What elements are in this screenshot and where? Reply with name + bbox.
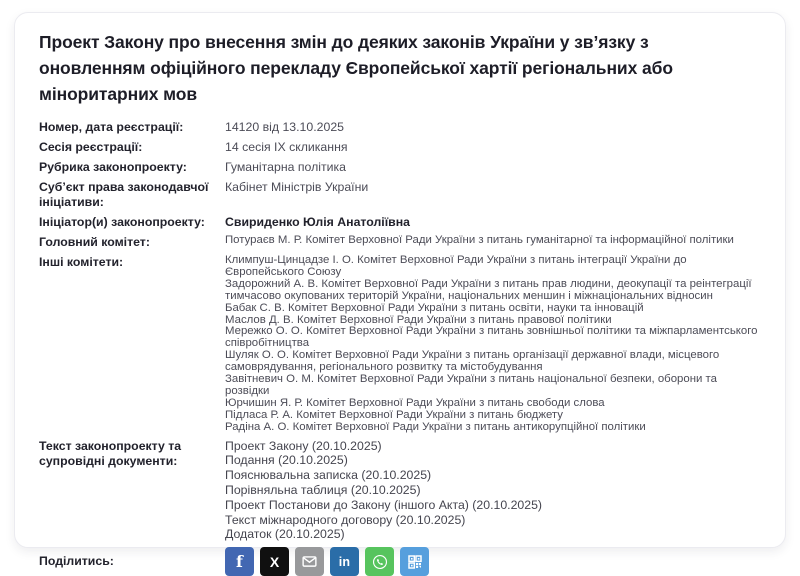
facebook-share-button[interactable] — [225, 547, 254, 576]
row-main-committee — [39, 235, 761, 250]
subject-label: Суб’єкт права законодавчої ініціативи: — [39, 180, 209, 209]
document-link[interactable]: Додаток (20.10.2025) — [225, 527, 345, 542]
share-label: Поділитись: — [39, 554, 114, 569]
initiator-link[interactable]: Свириденко Юлія Анатоліївна — [225, 215, 410, 229]
documents-label: Текст законопроекту та супровідні документи: — [39, 438, 182, 468]
rubric-value: Гуманітарна політика — [225, 160, 347, 174]
committee-item: Бабак С. В. Комітет Верховної Ради України з питань освіти, науки та інновацій — [225, 301, 644, 314]
registration-value: 14120 від 13.10.2025 — [225, 120, 345, 134]
row-other-committees — [39, 255, 761, 434]
document-link[interactable]: Текст міжнародного договору (20.10.2025) — [225, 512, 466, 527]
committee-item: Мережко О. О. Комітет Верховної Ради України з питань зовнішньої політики та міжпарламентського співробітництва — [225, 325, 758, 350]
session-value: 14 сесія IX скликання — [225, 140, 348, 154]
committee-item: Задорожний А. В. Комітет Верховної Ради України з питань прав людини, деокупації та реінтеграції тимчасово окупованих територій України, національних меншин і міжнаціональних відносин — [225, 277, 752, 302]
bill-card — [14, 12, 786, 572]
row-subject — [39, 180, 761, 210]
x-twitter-icon: X — [269, 553, 280, 570]
linkedin-icon: in — [338, 554, 351, 569]
initiator-label: Ініціатор(и) законопроекту: — [39, 215, 205, 229]
document-link[interactable]: Пояснювальна записка (20.10.2025) — [225, 468, 432, 483]
subject-value: Кабінет Міністрів України — [225, 180, 369, 194]
committee-item: Радіна А. О. Комітет Верховної Ради України з питань антикорупційної політики — [225, 420, 646, 433]
bill-info-table — [39, 120, 761, 576]
document-link[interactable]: Проект Закону (20.10.2025) — [225, 438, 382, 453]
row-session — [39, 140, 761, 155]
whatsapp-icon — [371, 553, 389, 571]
row-documents — [39, 439, 761, 543]
document-link[interactable]: Порівняльна таблиця (20.10.2025) — [225, 482, 421, 497]
registration-label: Номер, дата реєстрації: — [39, 120, 184, 134]
row-registration — [39, 120, 761, 135]
committee-item: Юрчишин Я. Р. Комітет Верховної Ради України з питань свободи слова — [225, 396, 605, 409]
x-twitter-share-button[interactable] — [260, 547, 289, 576]
main-committee-label: Головний комітет: — [39, 235, 150, 249]
page-title: Проект Закону про внесення змін до деяких законів України у зв’язку з оновленням офіційного перекладу Європейської хартії регіональних або міноритарних мов — [39, 32, 673, 104]
session-label: Сесія реєстрації: — [39, 140, 143, 154]
other-committees-label: Інші комітети: — [39, 255, 124, 269]
rubric-label: Рубрика законопроекту: — [39, 160, 187, 174]
email-icon — [301, 553, 318, 570]
email-share-button[interactable] — [295, 547, 324, 576]
committee-item: Климпуш-Цинцадзе І. О. Комітет Верховної Ради України з питань інтеграції України до Європейського Союзу — [225, 254, 687, 278]
whatsapp-share-button[interactable] — [365, 547, 394, 576]
share-icons — [225, 547, 429, 576]
facebook-icon: f — [236, 552, 243, 572]
linkedin-share-button[interactable] — [330, 547, 359, 576]
document-list — [225, 439, 761, 543]
row-rubric — [39, 160, 761, 175]
qr-code-icon — [407, 554, 423, 570]
document-link[interactable]: Проект Постанови до Закону (іншого Акта) (20.10.2025) — [225, 497, 543, 512]
qr-share-button[interactable] — [400, 547, 429, 576]
main-committee-value: Потураєв М. Р. Комітет Верховної Ради України з питань гуманітарної та інформаційної політики — [225, 234, 734, 246]
row-share — [39, 547, 761, 576]
committee-item: Завітневич О. М. Комітет Верховної Ради України з питань національної безпеки, оборони та розвідки — [225, 373, 717, 397]
document-link[interactable]: Подання (20.10.2025) — [225, 453, 348, 468]
row-initiator — [39, 215, 761, 230]
committee-list — [225, 255, 761, 434]
committee-item: Маслов Д. В. Комітет Верховної Ради України з питань правової політики — [225, 313, 612, 326]
committee-item: Шуляк О. О. Комітет Верховної Ради України з питань організації державної влади, місцевого самоврядування, регіонального розвитку та містобудування — [225, 349, 720, 374]
committee-item: Підласа Р. А. Комітет Верховної Ради України з питань бюджету — [225, 408, 563, 421]
